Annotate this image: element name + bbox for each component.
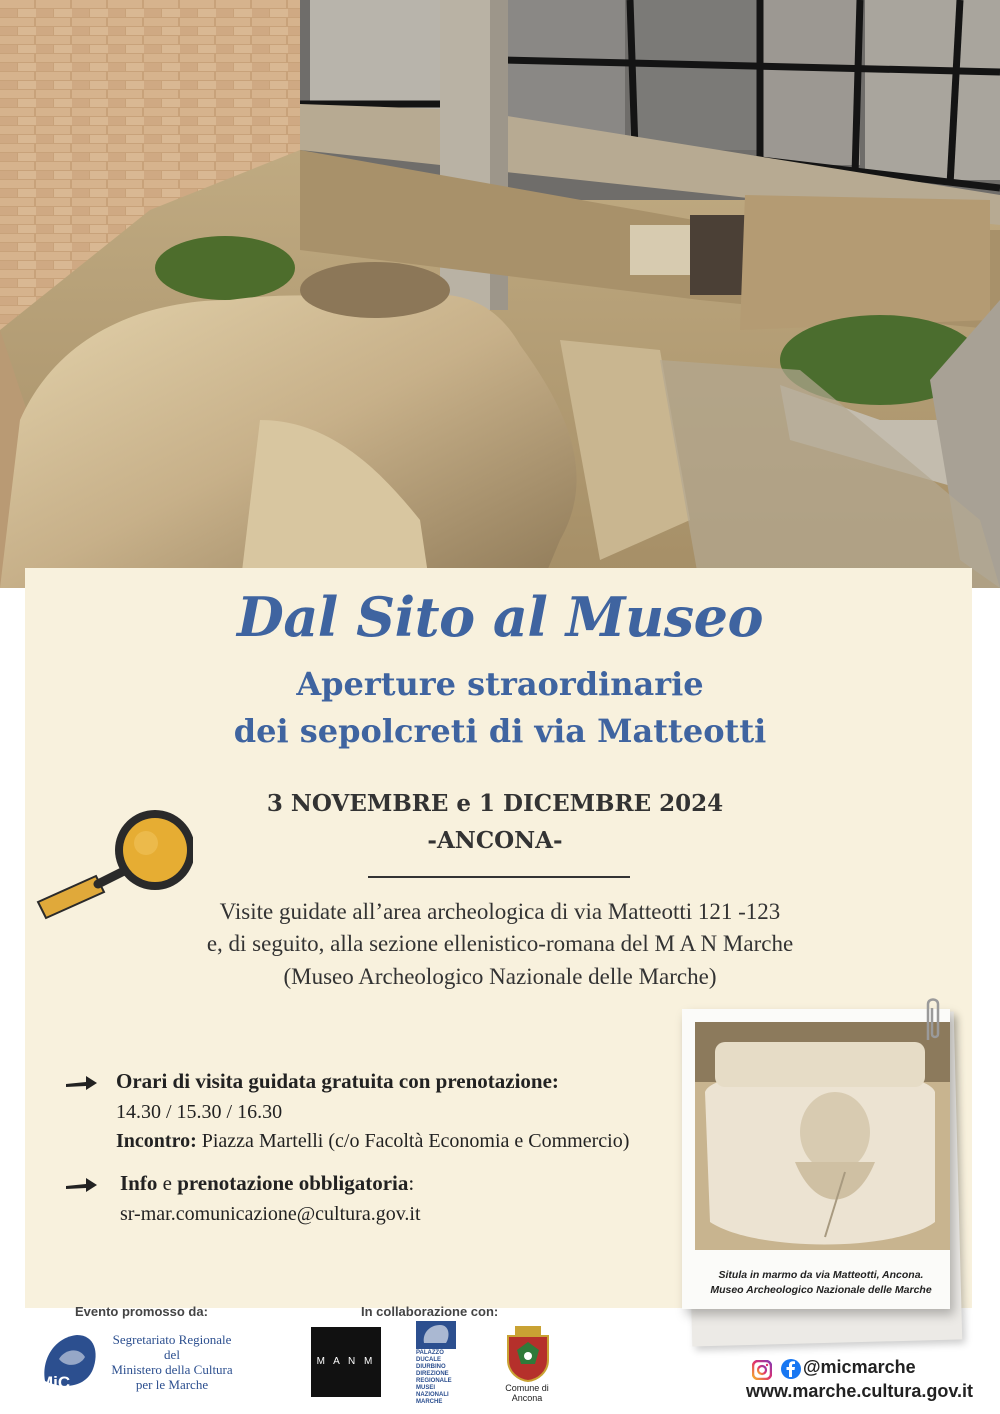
mic-logo-text: MiC: [39, 1373, 71, 1392]
instagram-icon[interactable]: [752, 1360, 772, 1380]
segretariato-text: [108, 1332, 236, 1392]
segretariato-line-3: Ministero della Cultura: [111, 1362, 233, 1377]
situla-photo: [695, 1022, 950, 1250]
booking-required: prenotazione obbligatoria: [177, 1171, 409, 1195]
meeting-place: Piazza Martelli (c/o Facoltà Economia e Commercio): [201, 1130, 630, 1152]
description-line-2: e, di seguito, alla sezione ellenistico-romana del M A N Marche: [206, 931, 794, 956]
website-link[interactable]: www.marche.cultura.gov.it: [746, 1381, 974, 1401]
hero-photo: [0, 0, 1000, 588]
event-city: -ANCONA-: [427, 827, 563, 854]
event-dates: 3 NOVEMBRE e 1 DICEMBRE 2024: [266, 790, 724, 817]
visit-times: 14.30 / 15.30 / 16.30: [116, 1101, 283, 1123]
palazzo-line-8: MARCHE: [416, 1399, 443, 1405]
info-label: Info: [120, 1171, 158, 1195]
palazzo-line-3: DIURBINO: [416, 1364, 446, 1370]
mic-logo: [37, 1329, 103, 1397]
palazzo-line-5: REGIONALE: [416, 1378, 452, 1384]
palazzo-ducale-text: [416, 1350, 456, 1406]
segretariato-line-1: Segretariato Regionale: [112, 1332, 232, 1347]
segretariato-line-4: per le Marche: [135, 1377, 209, 1392]
archaeological-site-illustration: [0, 0, 1000, 588]
booking-heading: [120, 1171, 414, 1196]
booking-email[interactable]: sr-mar.comunicazione@cultura.gov.it: [120, 1203, 421, 1225]
manm-logo: M A N M: [311, 1327, 381, 1397]
poster-subtitle-line-2: dei sepolcreti di via Matteotti: [233, 712, 767, 750]
palazzo-line-4: DIREZIONE: [416, 1371, 449, 1377]
poster-title: Dal Sito al Museo: [236, 585, 763, 649]
meeting-point: [116, 1130, 629, 1153]
comune-line-2: Ancona: [511, 1393, 543, 1403]
photo-caption-line-1: Situla in marmo da via Matteotti, Ancona.: [718, 1269, 924, 1281]
photo-caption-line-2: Museo Archeologico Nazionale delle Marche: [710, 1284, 932, 1296]
booking-connector: e: [162, 1171, 172, 1195]
segretariato-line-2: del: [164, 1347, 180, 1362]
booking-colon: :: [408, 1171, 415, 1195]
promoted-by-label: Evento promosso da:: [75, 1304, 208, 1319]
comune-text: [497, 1383, 557, 1403]
divider: [368, 876, 630, 878]
poster-subtitle-line-1: Aperture straordinarie: [296, 665, 704, 703]
collaboration-label: In collaborazione con:: [361, 1304, 499, 1319]
arrow-right-icon: [64, 1176, 98, 1194]
visit-hours-heading: Orari di visita guidata gratuita con prenotazione:: [116, 1069, 559, 1093]
palazzo-line-6: MUSEI: [416, 1385, 436, 1391]
ancona-crest-icon: [503, 1324, 553, 1382]
description-line-3: (Museo Archeologico Nazionale delle Marche): [283, 964, 717, 989]
palazzo-line-7: NAZIONALI: [416, 1392, 449, 1398]
paperclip-icon: [922, 994, 944, 1050]
social-handle[interactable]: @micmarche: [803, 1357, 916, 1377]
palazzo-line-2: DUCALE: [416, 1357, 441, 1363]
comune-line-1: Comune di: [505, 1383, 549, 1393]
description-line-1: Visite guidate all’area archeologica di via Matteotti 121 -123: [219, 899, 781, 924]
palazzo-ducale-logo: [416, 1321, 456, 1349]
arrow-right-icon: [64, 1074, 98, 1092]
palazzo-line-1: PALAZZO: [416, 1350, 444, 1356]
facebook-icon[interactable]: [781, 1359, 801, 1379]
meeting-label: Incontro:: [116, 1130, 197, 1152]
